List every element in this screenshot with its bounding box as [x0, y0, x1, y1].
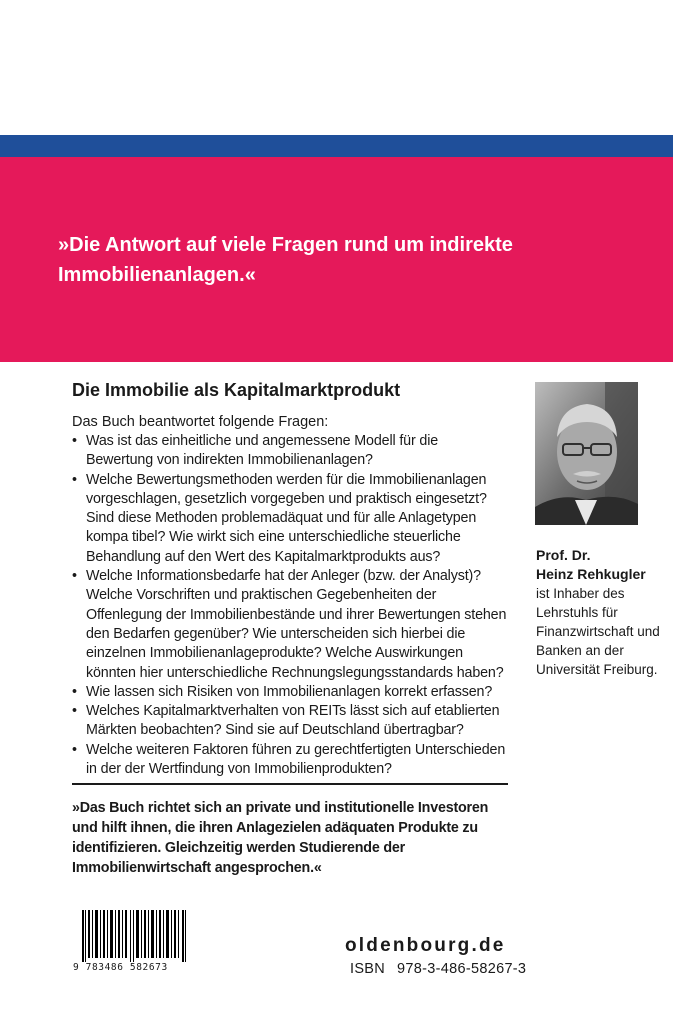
question-text: Welches Kapitalmarktverhalten von REITs lässt sich auf etablierten Märkten beobachten? Sind sie auf Deutschland übertragbar?	[86, 703, 500, 739]
list-item	[72, 741, 508, 780]
list-item	[72, 683, 508, 702]
author-photo	[535, 382, 638, 525]
list-item	[72, 702, 508, 741]
author-title: Prof. Dr.	[536, 547, 591, 563]
list-item	[72, 432, 508, 471]
bullet-icon: •	[72, 741, 77, 758]
barcode-digits: 9 783486 582673	[73, 962, 168, 973]
bullet-icon: •	[72, 471, 77, 488]
barcode	[82, 910, 187, 962]
bullet-icon: •	[72, 433, 77, 449]
question-text: Welche Bewertungsmethoden werden für die Immobilienanlagen vorgeschlagen, gesetzlich vorgegeben und praktisch eingesetzt? Sind diese Methoden problemadäquat und für alle Anlagetypen kompa tibel? Wie wirkt sich eine unterschiedliche steuerliche Behandlung auf den Wert des Kapitalmarktprodukts aus?	[86, 471, 487, 565]
section-heading: Die Immobilie als Kapitalmarktprodukt	[72, 380, 401, 400]
bullet-icon: •	[72, 568, 77, 585]
author-description: ist Inhaber des Lehrstuhls für Finanzwirtschaft und Banken an der Universität Freiburg.	[536, 586, 660, 677]
publisher-url: oldenbourg.de	[345, 935, 506, 956]
divider	[72, 783, 508, 785]
intro-text: Das Buch beantwortet folgende Fragen:	[72, 414, 329, 430]
question-text: Welche Informationsbedarfe hat der Anleger (bzw. der Analyst)? Welche Vorschriften und praktischen Gegebenheiten der Offenlegung der Immobilienbestände und ihrer Bewertungen stehen den Bedarfen gegenüber? Wie unterscheiden sich hierbei die einzelnen Immobilienanlageprodukte? Welche Auswirkungen könnten hier unterschiedliche Rechnungslegungsstandards haben?	[86, 568, 507, 681]
isbn-label: ISBN	[350, 961, 386, 977]
question-list	[72, 432, 508, 779]
list-item	[72, 567, 508, 683]
author-name	[536, 546, 646, 584]
bullet-icon: •	[72, 703, 77, 720]
audience-quote: »Das Buch richtet sich an private und institutionelle Investoren und hilft ihnen, die ihren Anlagezielen adäquaten Produkte zu identifizieren. Gleichzeitig werden Studierende der Immobilienwirtschaft angesprochen.«	[72, 800, 489, 876]
isbn-value: 978-3-486-58267-3	[397, 961, 527, 977]
blue-band	[0, 135, 673, 157]
bullet-icon: •	[72, 683, 77, 700]
question-text: Was ist das einheitliche und angemessene Modell für die Bewertung von indirekten Immobilienanlagen?	[86, 433, 439, 469]
question-text: Wie lassen sich Risiken von Immobilienanlagen korrekt erfassen?	[86, 683, 493, 700]
author-fullname: Heinz Rehkugler	[536, 566, 646, 582]
isbn	[350, 961, 526, 977]
list-item	[72, 471, 508, 567]
tagline: »Die Antwort auf viele Fragen rund um indirekte Immobilienanlagen.«	[58, 234, 513, 286]
question-text: Welche weiteren Faktoren führen zu gerechtfertigten Unterschieden in der der Wertfindung von Immobilienprodukten?	[86, 741, 506, 778]
